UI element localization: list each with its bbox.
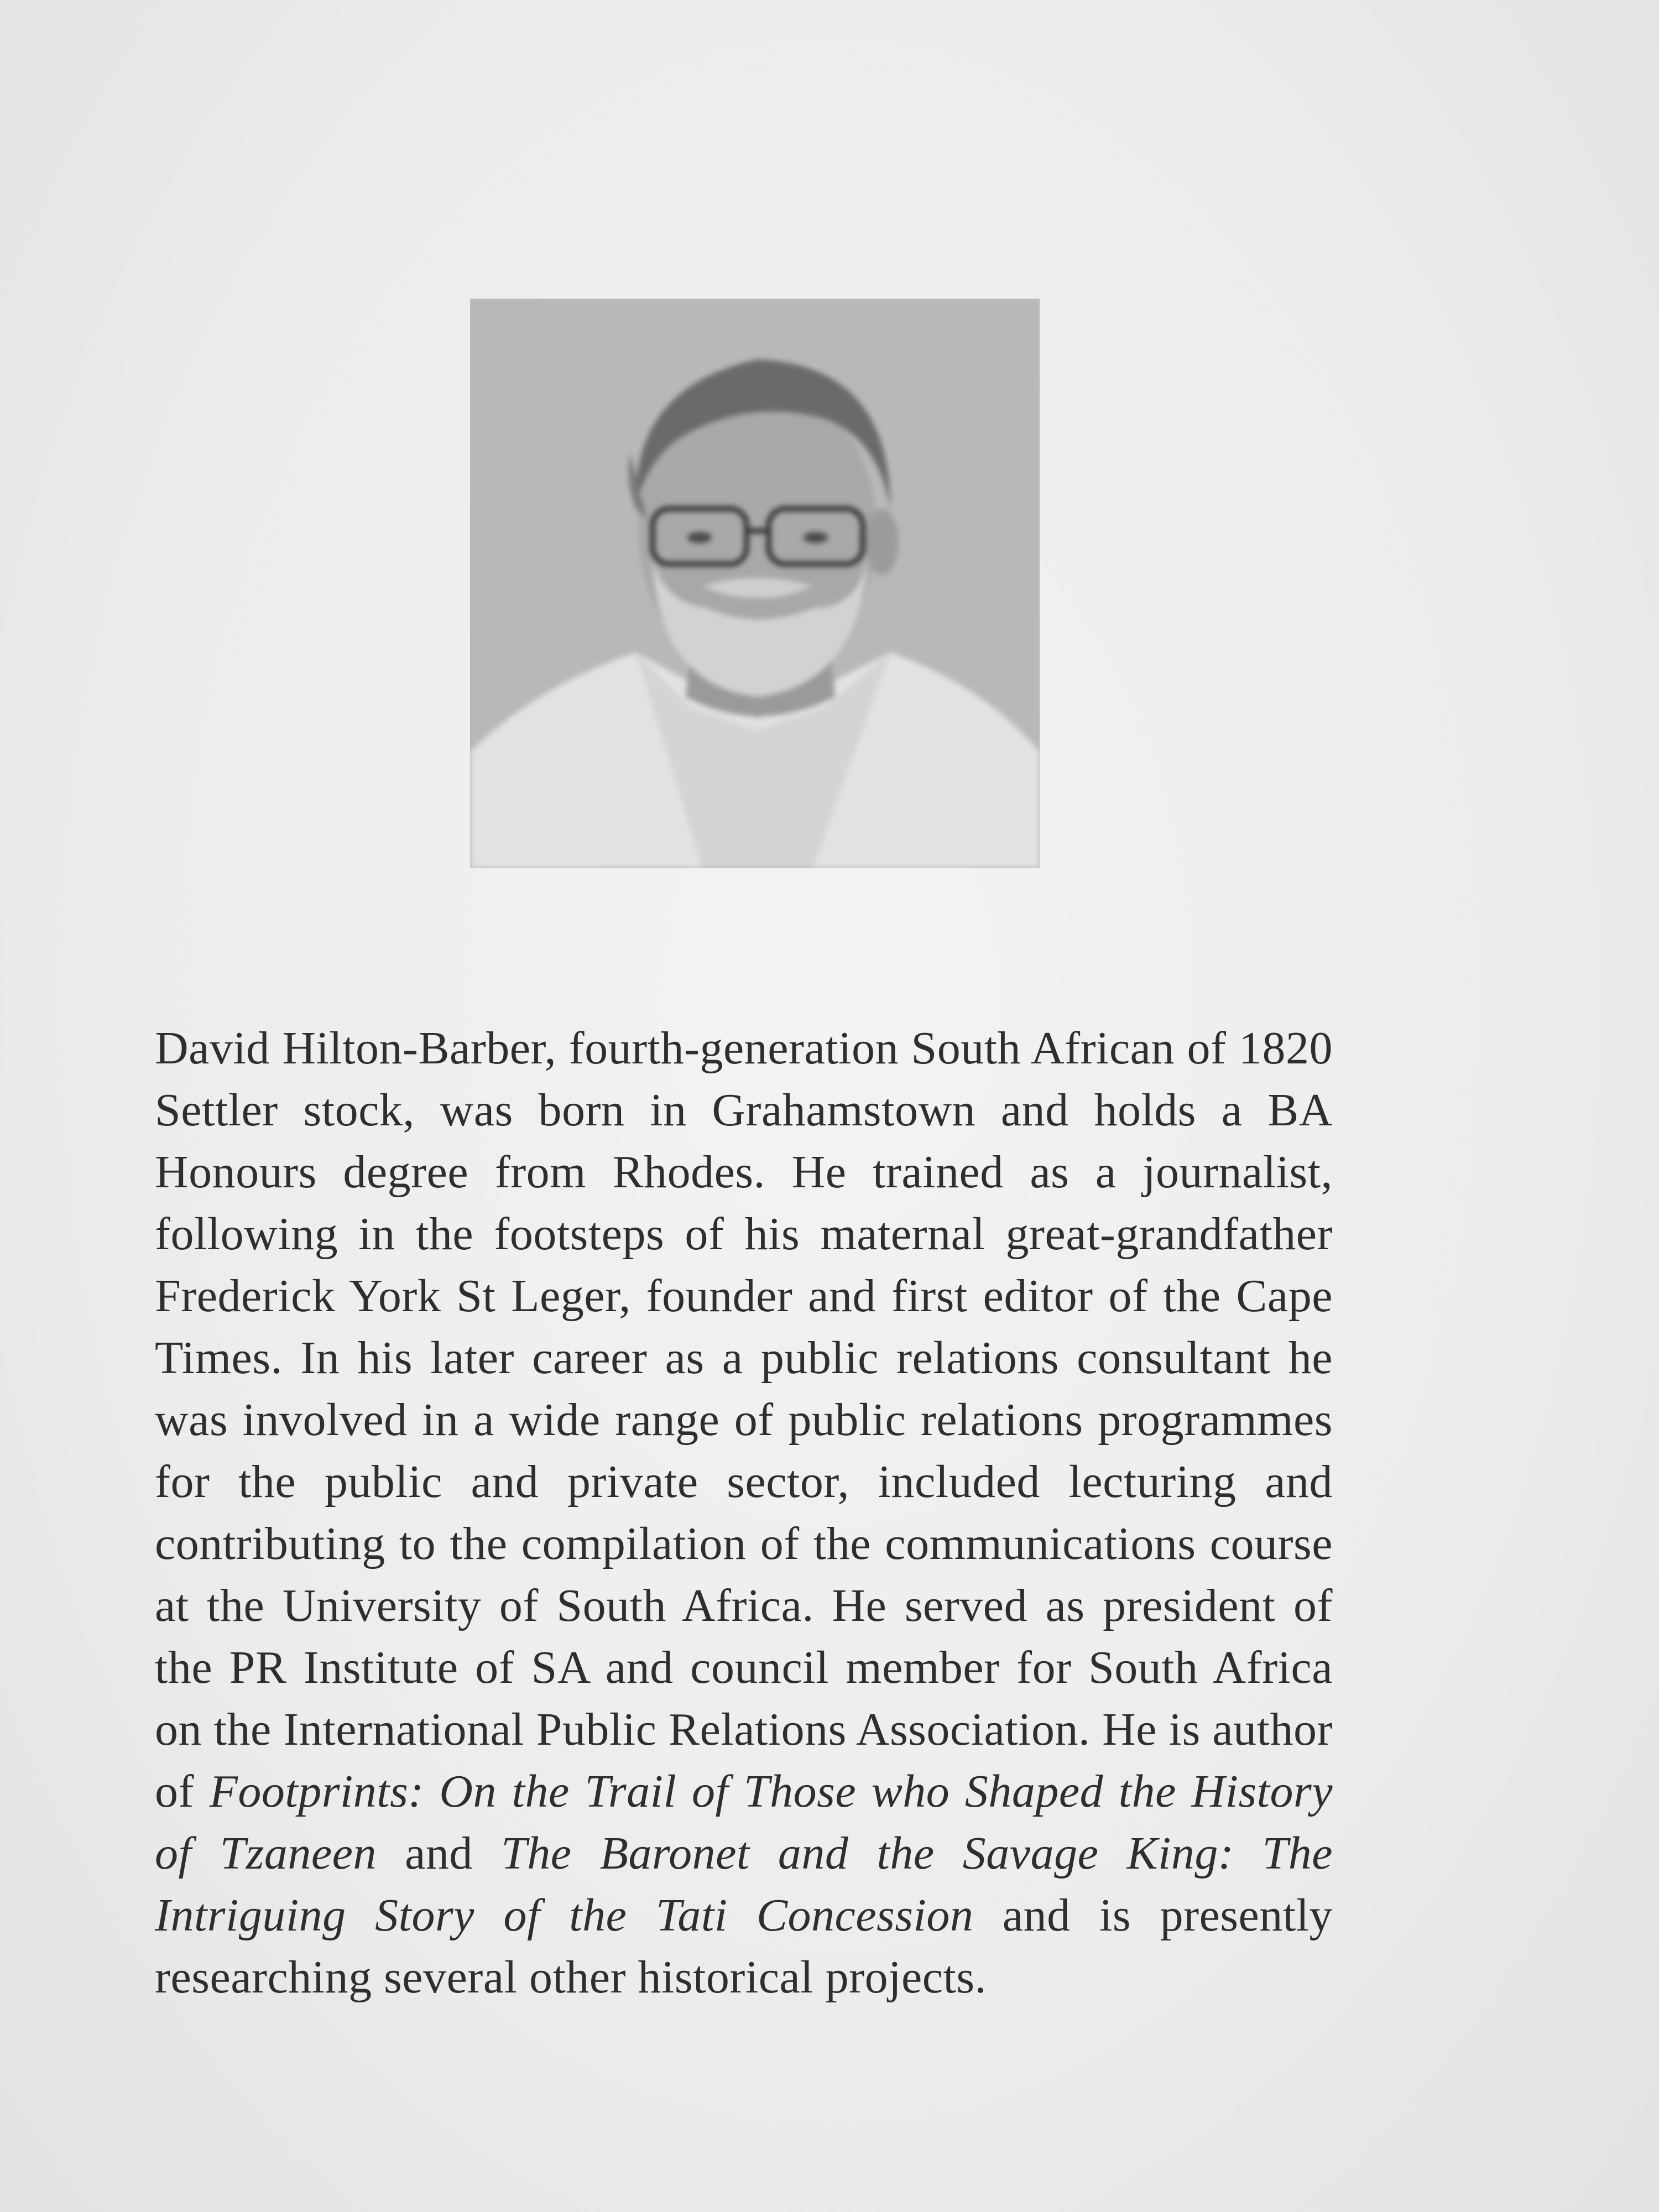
book-title-baronet: The Baronet and the Savage King: The Intriguing Story of the Tati Concession xyxy=(155,1828,1333,1941)
author-portrait xyxy=(470,299,1040,868)
bio-text-part2: and xyxy=(376,1828,502,1879)
book-title-footprints: Footprints: On the Trail of Those who Shaped the History of Tzaneen xyxy=(155,1766,1333,1879)
author-biography xyxy=(155,1018,1333,2008)
bio-text-part1: David Hilton-Barber, fourth-generation South African of 1820 Settler stock, was born in Grahamstown and holds a BA Honours degree from Rhodes. He trained as a journalist, following in the footsteps of his maternal great-grandfather Frederick York St Leger, founder and first editor of the Cape Times. In his later career as a public relations consultant he was involved in a wide range of public relations programmes for the public and private sector, included lecturing and contributing to the compilation of the communications course at the University of South Africa. He served as president of the PR Institute of SA and council member for South Africa on the International Public Relations Association. He is author of xyxy=(155,1022,1333,1817)
portrait-illustration xyxy=(470,299,1040,868)
bio-text-part3: and is presently researching several other historical projects. xyxy=(155,1890,1333,2003)
